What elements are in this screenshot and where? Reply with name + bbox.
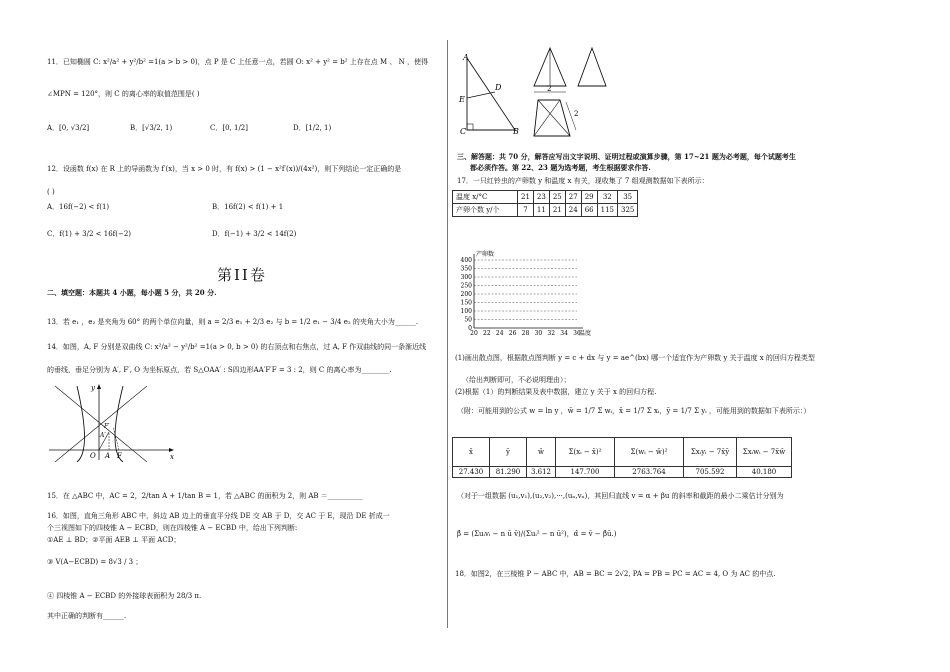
label-d: D [495,83,502,92]
table-cell: 705.592 [684,467,737,478]
q16-statement-4: ④ 四棱锥 A − ECBD 的外接球表面积为 28/3 π. [47,592,202,600]
dim-label-1: 2 [547,85,552,93]
x-tick-label: 32 [547,330,556,337]
table-cell: 32 [597,191,617,204]
q18-text: 18．如图2，在三棱锥 P − ABC 中，AB = BC = 2√2, PA = PB = PC = AC = 4, O 为 AC 的中点. [455,570,776,578]
q17-pairs: （对于一组数据 (u₁,v₁),(u₂,v₂),···,(uₙ,vₙ)，其回归直线 v = α + βu 的斜率和截距的最小二乘估计分别为 [457,492,784,500]
table-cell: 11 [533,204,549,217]
x-axis-arrow [169,448,174,452]
q14-line1: 14．如图，A, F 分别是双曲线 C: x²/a² − y²/b² =1(a > 0, b > 0) 的右顶点和右焦点，过 A, F 作双曲线的同一条渐近线 [47,343,427,351]
x-tick-label: 24 [495,330,504,337]
label-a-prime: A′ [100,432,106,439]
y-axis-label: 产卵数 [476,251,495,258]
left-branch [77,386,85,462]
table-header-cell: x̄ [453,438,490,467]
q17-formula: β̂ = (Σuᵢvᵢ − n ū v̄)/(Σuᵢ² − n ū²)，α̂ = v̄ − β̂ū.) [457,530,617,538]
x-axis-label: 温度 [579,330,592,337]
q16-line1: 16．如图，直角三角形 ABC 中，斜边 AB 边上的垂直平分线 DE 交 AB 于 D，交 AC 于 E，现沿 DE 折成一 [47,512,390,520]
fill-section-header: 二、填空题：本题共 4 小题，每小题 5 分，共 20 分. [47,288,217,297]
table-cell: 29 [581,191,597,204]
solve-section-header: 三、解答题：共 70 分，解答应写出文字说明、证明过程或演算步骤，第 17~21 题为必考题，每个试题考生 [457,152,796,161]
table-header-cell: ȳ [490,438,527,467]
hyperbola-figure [47,382,177,462]
observation-table [452,190,638,217]
x-tick-label: 36 [573,330,581,337]
label-y: y [91,384,95,392]
top-view [534,100,570,136]
q12-option-d: D．f(−1) + 3/2 < 14f(2) [212,230,297,238]
y-tick-label: 100 [460,308,472,315]
table-cell: 21 [518,191,534,204]
q16-line2: 个三视图如下的四棱锥 A − ECBD，则在四棱锥 A − ECBD 中，给出下列判断: [47,524,298,532]
q11-option-c: C．[0, 1/2] [210,124,248,132]
y-tick-label: 300 [460,274,472,281]
label-x: x [170,453,174,461]
table-cell: 35 [617,191,637,204]
x-tick-label: 34 [560,330,568,337]
table-row-eggs [453,204,638,217]
q12-paren: ( ) [47,188,55,196]
q14-line2: 的垂线，垂足分别为 A′, F′, O 为坐标原点，若 S△OAA′ : S四边形AA′F′F = 3 : 2，则 C 的离心率为________. [47,366,392,374]
solve-section-header-2: 都必须作答。第 22、23 题为选考题，考生根据要求作答. [470,163,651,172]
label-c: C [460,127,467,136]
column-divider [447,40,448,628]
q11-option-b: B．[√3/2, 1) [130,124,173,132]
table-header-row [453,438,792,467]
q17-part1: (1)画出散点图，根据散点图判断 y = c + dx 与 y = ae^(bx) 哪一个适宜作为产卵数 y 关于温度 x 的回归方程类型 [455,354,815,362]
label-f-prime: F′ [104,423,110,430]
statistics-table [452,437,792,478]
table-cell: 27.430 [453,467,490,478]
table-cell: 115 [597,204,617,217]
section-title-vol2: 第II卷 [217,266,267,284]
q17-intro: 17．一只红铃虫的产卵数 y 和温度 x 有关，现收集了 7 组观测数据如下表所示： [457,177,709,185]
side-view [578,48,606,86]
q17-part1b: （给出判断即可，不必说明理由）； [462,376,571,384]
table-cell: 21 [549,204,565,217]
label-e: E [459,95,465,104]
x-tick-label: 30 [534,330,543,337]
table-header-cell: Σxᵢyᵢ − 7x̄ȳ [684,438,737,467]
q17-part2: (2)根据（1）的判断结果及表中数据，建立 y 关于 x 的回归方程. [455,388,657,396]
label-a: A [105,452,111,460]
q11-line2: ∠MPN = 120°，则 C 的离心率的取值范围是( ) [47,90,200,98]
scatter-chart [452,248,612,344]
y-tick-label: 0 [468,325,472,332]
table-cell: 147.700 [556,467,615,478]
q13-text: 13．若 e₁ ，e₂ 是夹角为 60° 的两个单位向量，则 a = 2/3 e₁ + 2/3 e₂ 与 b = 1/2 e₁ − 3/4 e₂ 的夹角大小为______. [47,318,419,326]
table-cell: 325 [617,204,637,217]
y-tick-label: 150 [460,299,472,307]
y-tick-label: 250 [460,282,472,290]
table-header-cell: w̄ [527,438,556,467]
row-label-temperature: 温度 x/°C [453,191,518,204]
right-angle-mark [467,124,473,130]
q15-text: 15．在 △ABC 中，AC = 2，2/tan A + 1/tan B = 1，若 △ABC 的面积为 2，则 AB ＝__________ [47,492,363,500]
y-tick-label: 350 [460,265,472,273]
table-cell: 25 [549,191,565,204]
x-tick-label: 22 [483,330,491,337]
segment-de [467,92,495,98]
y-tick-label: 50 [464,316,472,324]
x-tick-label: 26 [508,330,517,337]
three-view-figure [530,44,640,140]
table-cell: 2763.764 [615,467,684,478]
q11-option-d: D．[1/2, 1) [293,124,332,132]
q16-statement-3: ③ V(A−ECBD) = 8√3 / 3 ； [47,558,143,566]
q11-option-a: A．[0, √3/2] [47,124,90,132]
q17-hint: （附：可能用到的公式 w = ln y ，w̄ = 1/7 Σ wᵢ，x̄ = 1/7 Σ xᵢ，ȳ = 1/7 Σ yᵢ ，可能用到的数据如下表所示：） [457,407,811,415]
q12-option-b: B．16f(2) < f(1) + 1 [212,203,284,211]
triangle-abc [467,58,515,130]
right-branch [115,386,123,462]
x-tick-label: 20 [470,330,478,337]
q12-line1: 12．设函数 f(x) 在 R 上的导函数为 f′(x)，当 x > 0 时，有 f(x) > (1 − x²f′(x))/(4x²)，则下列结论一定正确的是 [47,165,402,173]
table-header-cell: Σ(wᵢ − w̄)² [615,438,684,467]
label-f: F [117,452,122,460]
top-view-diag-2 [534,100,560,136]
triangle-figure [457,50,537,136]
y-tick-label: 200 [460,291,472,298]
label-o: O [90,452,96,460]
row-label-eggs: 产卵个数 y/个 [453,204,518,217]
table-cell: 81.290 [490,467,527,478]
dim-label-2: 2 [574,110,579,118]
table-cell: 66 [581,204,597,217]
y-tick-label: 400 [460,257,472,264]
y-axis-arrow [97,384,101,389]
table-cell: 27 [565,191,581,204]
table-cell: 3.612 [527,467,556,478]
label-b: B [513,127,519,136]
table-cell: 7 [518,204,534,217]
table-cell: 24 [565,204,581,217]
table-header-cell: Σ(xᵢ − x̄)² [556,438,615,467]
q12-option-a: A．16f(−2) < f(1) [47,203,110,211]
table-cell: 23 [533,191,549,204]
q12-option-c: C．f(1) + 3/2 < 16f(−2) [47,230,132,238]
table-cell: 40.180 [737,467,792,478]
table-row-temperature [453,191,638,204]
table-value-row [453,467,792,478]
table-header-cell: Σxᵢwᵢ − 7x̄w̄ [737,438,792,467]
q16-statement-1-2: ①AE ⊥ BD；②平面 AEB ⊥ 平面 ACD； [47,536,181,544]
q11-line1: 11．已知椭圆 C: x²/a² + y²/b² =1(a > b > 0)，点 P 是 C 上任意一点，若圆 O: x² + y² = b² 上存在点 M 、 N ，使得 [47,58,428,66]
label-a: A [463,53,469,62]
x-tick-label: 28 [521,330,530,337]
q16-end: 其中正确的判断有______. [47,612,127,620]
